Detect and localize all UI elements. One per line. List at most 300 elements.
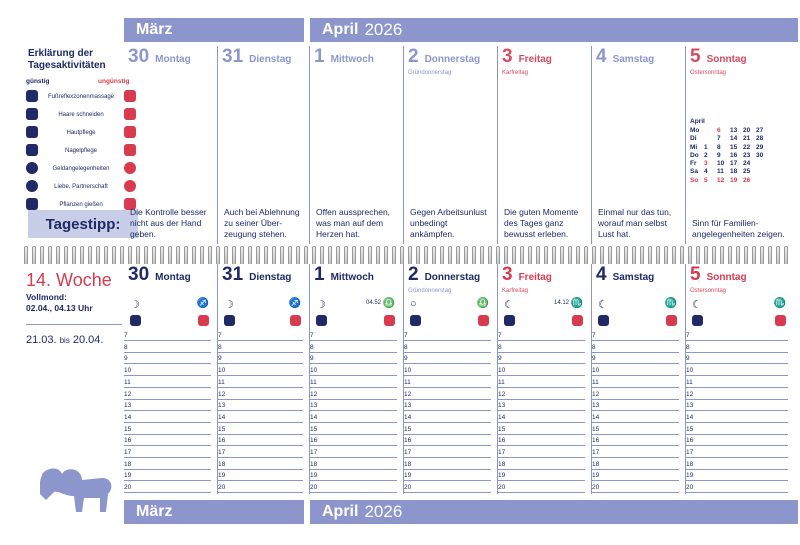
day-number: 31: [222, 46, 244, 67]
day-number: 5: [690, 264, 701, 285]
hour-label: 11: [310, 378, 317, 386]
hour-line[interactable]: [498, 424, 585, 435]
day-tip: Einmal nur das tun, worauf man selbst Lust hat.: [598, 207, 672, 239]
hour-label: 11: [686, 378, 693, 386]
hour-line[interactable]: [124, 377, 211, 388]
hour-label: 7: [592, 332, 596, 339]
hour-line[interactable]: [686, 377, 788, 388]
hour-line[interactable]: [218, 389, 303, 400]
divider: [26, 324, 122, 325]
legend-item: Hautpflege: [26, 124, 136, 142]
hour-label: 18: [404, 460, 412, 468]
legend-item: Nagelpflege: [26, 142, 136, 160]
hour-label: 11: [124, 378, 131, 386]
month-label: März: [136, 21, 173, 38]
legend-item: Geldangelegenheiten: [26, 160, 136, 178]
hour-line[interactable]: [404, 424, 491, 435]
hour-label: 7: [498, 332, 502, 339]
hour-line[interactable]: [686, 412, 788, 423]
activity-icon: [692, 315, 703, 326]
hour-label: 8: [310, 343, 314, 351]
activity-icon: [598, 315, 609, 326]
hour-line[interactable]: [218, 424, 303, 435]
activity-icon: [316, 315, 327, 326]
day-name: Donnerstag: [424, 272, 481, 283]
day-column: [218, 46, 310, 244]
hour-line[interactable]: [124, 330, 211, 341]
day-name: Mittwoch: [330, 272, 374, 283]
hour-label: 13: [218, 402, 226, 410]
lotion-icon: [26, 126, 38, 138]
hour-label: 10: [592, 367, 600, 375]
hour-label: 8: [404, 343, 408, 351]
hour-line[interactable]: [218, 482, 303, 493]
hour-label: 13: [686, 402, 694, 410]
legend-title: Erklärung der Tagesaktivitäten: [28, 48, 106, 71]
day-number: 1: [314, 264, 325, 285]
day-tip: Die Kontrolle besser nicht aus der Hand geben.: [130, 207, 207, 239]
hour-line[interactable]: [498, 435, 585, 446]
activity-icon: [198, 315, 209, 326]
hour-label: 8: [498, 343, 502, 351]
hand-icon: [26, 144, 38, 156]
hour-line[interactable]: [592, 400, 679, 411]
hour-label: 14: [592, 413, 600, 421]
hour-line[interactable]: [310, 342, 397, 353]
hour-line[interactable]: [686, 447, 788, 458]
day-number: 2: [408, 264, 419, 285]
aries-ram-icon: [32, 454, 118, 514]
foot-icon: [26, 90, 38, 102]
hour-label: 19: [124, 472, 132, 480]
hour-label: 20: [498, 484, 506, 492]
moon-phase-icon: ☾: [598, 299, 608, 311]
hour-line[interactable]: [686, 389, 788, 400]
hour-label: 15: [218, 425, 226, 433]
day-tip: Auch bei Ablehnung zu seiner Über- zeugung stehen.: [224, 207, 300, 239]
hour-label: 19: [686, 472, 694, 480]
hour-label: 16: [310, 437, 318, 445]
moon-phase-icon: ☾: [692, 299, 702, 311]
hour-label: 12: [124, 390, 132, 398]
hour-line[interactable]: [404, 447, 491, 458]
full-moon-info: Vollmond: 02.04., 04.13 Uhr: [26, 292, 93, 313]
hour-line[interactable]: [124, 470, 211, 481]
top-page: [18, 14, 798, 246]
hour-line[interactable]: [310, 482, 397, 493]
day-column: [124, 264, 218, 494]
moon-phase-icon: ☾: [504, 299, 514, 311]
activity-icon: [410, 315, 421, 326]
legend-list: [26, 88, 136, 214]
hour-line[interactable]: [592, 424, 679, 435]
month-bar-right-bottom: April 2026: [310, 500, 798, 524]
hour-line[interactable]: [310, 424, 397, 435]
hour-label: 11: [592, 378, 599, 386]
hour-line[interactable]: [124, 412, 211, 423]
hour-label: 18: [498, 460, 506, 468]
hour-line[interactable]: [310, 435, 397, 446]
hour-label: 10: [686, 367, 694, 375]
day-tip: Gegen Arbeitsunlust unbedingt ankämpfen.: [410, 207, 487, 239]
hour-line[interactable]: [124, 459, 211, 470]
hour-line[interactable]: [218, 330, 303, 341]
month-bar-left-bottom: März: [124, 500, 304, 524]
hour-label: 14: [218, 413, 226, 421]
day-name: Sonntag: [706, 272, 747, 283]
hour-line[interactable]: [124, 365, 211, 376]
hour-label: 15: [124, 425, 132, 433]
hour-label: 19: [404, 472, 412, 480]
day-column: [686, 46, 794, 244]
activity-icon: [775, 315, 786, 326]
hour-line[interactable]: [404, 435, 491, 446]
activity-icon: [130, 315, 141, 326]
hour-label: 8: [218, 343, 222, 351]
hour-line[interactable]: [498, 459, 585, 470]
hour-line[interactable]: [592, 470, 679, 481]
holiday-label: Gründonnerstag: [408, 288, 452, 294]
hour-label: 19: [310, 472, 318, 480]
hour-line[interactable]: [124, 353, 211, 364]
hour-line[interactable]: [498, 353, 585, 364]
hour-label: 9: [218, 355, 222, 363]
zodiac-sign-icon: ♐: [196, 298, 209, 309]
hour-line[interactable]: [404, 470, 491, 481]
day-name: Freitag: [518, 54, 552, 65]
hour-label: 12: [218, 390, 226, 398]
hour-line[interactable]: [124, 447, 211, 458]
hour-line[interactable]: [124, 435, 211, 446]
hour-label: 15: [404, 425, 412, 433]
hour-label: 13: [498, 402, 506, 410]
hour-line[interactable]: [498, 342, 585, 353]
hour-line[interactable]: [124, 389, 211, 400]
hour-label: 8: [124, 343, 128, 351]
hour-label: 15: [686, 425, 694, 433]
hour-label: 11: [404, 378, 411, 386]
mini-calendar-row: Fr 3 10 17 24: [690, 160, 751, 168]
hour-label: 13: [124, 402, 132, 410]
hour-line[interactable]: [686, 424, 788, 435]
hour-label: 17: [404, 449, 412, 456]
hour-line[interactable]: [218, 400, 303, 411]
hour-label: 9: [404, 355, 408, 363]
hour-line[interactable]: [310, 353, 397, 364]
hour-line[interactable]: [686, 342, 788, 353]
mini-calendar-row: Do 2 9 16 23 30: [690, 151, 764, 159]
hour-line[interactable]: [124, 400, 211, 411]
day-column: [404, 46, 498, 244]
watering-can-icon: [26, 198, 38, 210]
hour-line[interactable]: [218, 377, 303, 388]
holiday-label: Karfreitag: [502, 288, 529, 294]
month-bar-right: [310, 18, 798, 42]
hour-line[interactable]: [498, 470, 585, 481]
hour-line[interactable]: [592, 330, 679, 341]
hour-label: 9: [498, 355, 502, 363]
day-number: 5: [690, 46, 701, 67]
hour-label: 16: [124, 437, 132, 445]
mini-calendar-row: Di 7 14 21 28: [690, 135, 764, 143]
hour-line[interactable]: [592, 459, 679, 470]
hour-label: 19: [218, 472, 226, 480]
day-number: 3: [502, 264, 513, 285]
day-number: 30: [128, 46, 150, 67]
day-name: Dienstag: [249, 272, 292, 283]
hour-label: 10: [404, 367, 412, 375]
mini-calendar-row: Sa 4 11 18 25: [690, 168, 751, 176]
hour-label: 12: [592, 390, 600, 398]
hour-line[interactable]: [218, 447, 303, 458]
hour-label: 18: [592, 460, 600, 468]
hour-label: 14: [310, 413, 318, 421]
month-label: April: [322, 21, 359, 38]
hour-line[interactable]: [686, 435, 788, 446]
activity-icon: [384, 315, 395, 326]
week-label: 14. Woche: [26, 270, 112, 290]
hour-label: 14: [686, 413, 694, 421]
hour-line[interactable]: [592, 389, 679, 400]
day-name: Sonntag: [706, 54, 747, 65]
sign-change-time: 04.52: [365, 300, 381, 306]
hour-line[interactable]: [686, 459, 788, 470]
hour-label: 8: [686, 343, 690, 351]
activity-icon: [666, 315, 677, 326]
mini-calendar-month: April: [690, 118, 705, 125]
heart-icon: [26, 180, 38, 192]
hour-line[interactable]: [404, 389, 491, 400]
hour-line[interactable]: [310, 447, 397, 458]
hour-line[interactable]: [592, 447, 679, 458]
hour-line[interactable]: [404, 365, 491, 376]
hour-line[interactable]: [404, 412, 491, 423]
hour-line[interactable]: [686, 365, 788, 376]
hour-line[interactable]: [592, 365, 679, 376]
activity-icon: [504, 315, 515, 326]
day-column: [498, 46, 592, 244]
zodiac-sign-icon: ♎: [476, 298, 489, 309]
activity-icon: [224, 315, 235, 326]
day-number: 3: [502, 46, 513, 67]
day-tip: Die guten Momente des Tages ganz bewusst erleben.: [504, 207, 579, 239]
moneybag-icon: [26, 162, 38, 174]
hour-label: 17: [218, 449, 226, 456]
day-tip: Sinn für Familien- angelegenheiten zeigen.: [692, 218, 785, 239]
activity-icon: [290, 315, 301, 326]
hour-line[interactable]: [498, 447, 585, 458]
hour-line[interactable]: [218, 470, 303, 481]
hour-label: 14: [124, 413, 132, 421]
hour-line[interactable]: [404, 400, 491, 411]
legend-item: Haare schneiden: [26, 106, 136, 124]
month-bar-left: [124, 18, 304, 42]
hour-label: 11: [218, 378, 225, 386]
holiday-label: Ostersonntag: [690, 70, 727, 76]
hour-line[interactable]: [218, 412, 303, 423]
hour-line[interactable]: [124, 342, 211, 353]
hour-label: 16: [218, 437, 226, 445]
hour-line[interactable]: [404, 353, 491, 364]
mini-calendar: [690, 118, 769, 185]
day-column: [686, 264, 794, 494]
hour-label: 10: [218, 367, 226, 375]
hour-label: 18: [124, 460, 132, 468]
holiday-label: Gründonnerstag: [408, 70, 452, 76]
hour-label: 12: [686, 390, 694, 398]
hour-label: 7: [310, 332, 314, 339]
hour-line[interactable]: [310, 412, 397, 423]
hour-line[interactable]: [404, 330, 491, 341]
day-column: [218, 264, 310, 494]
day-column: [592, 264, 686, 494]
day-number: 2: [408, 46, 419, 67]
hour-line[interactable]: [310, 389, 397, 400]
hour-label: 15: [592, 425, 600, 433]
sign-change-time: 14.12: [553, 300, 569, 306]
hour-line[interactable]: [498, 412, 585, 423]
hour-line[interactable]: [686, 482, 788, 493]
hour-line[interactable]: [592, 342, 679, 353]
hour-line[interactable]: [686, 400, 788, 411]
bottom-page: [18, 264, 798, 534]
hour-line[interactable]: [310, 470, 397, 481]
day-number: 30: [128, 264, 150, 285]
moon-phase-icon: ○: [410, 298, 417, 310]
moon-phase-icon: ☽: [224, 299, 234, 311]
hour-line[interactable]: [124, 482, 211, 493]
legend-unfavorable: ungünstig: [98, 78, 130, 85]
hour-label: 17: [124, 449, 132, 456]
hour-line[interactable]: [686, 470, 788, 481]
hour-label: 16: [592, 437, 600, 445]
hour-line[interactable]: [124, 424, 211, 435]
legend-item: Fußreflexzonenmassage: [26, 88, 136, 106]
hour-line[interactable]: [498, 389, 585, 400]
year-label: 2026: [364, 20, 403, 39]
hour-label: 7: [218, 332, 222, 339]
moon-phase-icon: ☽: [130, 299, 140, 311]
hour-line[interactable]: [592, 412, 679, 423]
day-column: [592, 46, 686, 244]
hour-line[interactable]: [498, 400, 585, 411]
day-name: Samstag: [612, 272, 655, 283]
hour-line[interactable]: [592, 482, 679, 493]
activity-icon: [572, 315, 583, 326]
hour-label: 20: [592, 484, 600, 492]
holiday-label: Ostersonntag: [690, 288, 727, 294]
day-column: [404, 264, 498, 494]
hour-label: 9: [686, 355, 690, 363]
hour-label: 20: [218, 484, 226, 492]
hour-label: 13: [592, 402, 600, 410]
hour-line[interactable]: [404, 482, 491, 493]
holiday-label: Karfreitag: [502, 70, 529, 76]
hour-label: 20: [686, 484, 694, 492]
day-name: Dienstag: [249, 54, 292, 65]
zodiac-range: 21.03. bis 20.04.: [26, 334, 104, 346]
hour-line[interactable]: [686, 330, 788, 341]
hour-line[interactable]: [498, 365, 585, 376]
hour-label: 7: [124, 332, 128, 339]
day-name: Donnerstag: [424, 54, 481, 65]
legend-item: Pflanzen gießen: [26, 196, 136, 214]
mini-calendar-row: Mi 1 8 15 22 29: [690, 143, 764, 151]
hour-line[interactable]: [498, 482, 585, 493]
hour-line[interactable]: [310, 330, 397, 341]
hour-line[interactable]: [498, 377, 585, 388]
hour-line[interactable]: [404, 377, 491, 388]
hour-label: 12: [498, 390, 506, 398]
zodiac-sign-icon: ♏: [664, 298, 677, 309]
hour-label: 18: [686, 460, 694, 468]
hour-label: 20: [310, 484, 318, 492]
hour-line[interactable]: [218, 365, 303, 376]
hour-line[interactable]: [404, 342, 491, 353]
hour-line[interactable]: [686, 353, 788, 364]
hour-label: 19: [498, 472, 506, 480]
hour-label: 19: [592, 472, 600, 480]
legend-item: Liebe, Partnerschaft: [26, 178, 136, 196]
hour-line[interactable]: [310, 377, 397, 388]
hour-label: 10: [310, 367, 318, 375]
hour-label: 15: [498, 425, 506, 433]
day-column: [310, 264, 404, 494]
hour-label: 7: [686, 332, 690, 339]
hour-line[interactable]: [592, 435, 679, 446]
hour-line[interactable]: [310, 400, 397, 411]
hour-label: 7: [404, 332, 408, 339]
day-name: Montag: [155, 54, 191, 65]
hour-label: 13: [310, 402, 318, 410]
tagestipp-label: Tagestipp:: [28, 210, 138, 238]
legend-favorable: günstig: [26, 78, 50, 85]
hour-line[interactable]: [218, 353, 303, 364]
hour-label: 16: [404, 437, 412, 445]
hour-label: 17: [686, 449, 694, 456]
hour-line[interactable]: [310, 365, 397, 376]
day-number: 4: [596, 264, 607, 285]
hour-label: 13: [404, 402, 412, 410]
hour-line[interactable]: [310, 459, 397, 470]
day-column: [498, 264, 592, 494]
hour-line[interactable]: [218, 342, 303, 353]
mini-calendar-row: So 5 12 19 26: [690, 176, 751, 184]
day-name: Freitag: [518, 272, 552, 283]
hour-line[interactable]: [592, 353, 679, 364]
day-column: [124, 46, 218, 244]
hour-line[interactable]: [404, 459, 491, 470]
hour-line[interactable]: [592, 377, 679, 388]
day-name: Mittwoch: [330, 54, 374, 65]
hour-label: 14: [404, 413, 412, 421]
hour-line[interactable]: [498, 330, 585, 341]
hour-label: 16: [498, 437, 506, 445]
hour-line[interactable]: [218, 459, 303, 470]
scissors-icon: [26, 108, 38, 120]
moon-phase-icon: ☽: [316, 299, 326, 311]
day-tip: Offen aussprechen, was man auf dem Herzen hat.: [316, 207, 391, 239]
hour-line[interactable]: [218, 435, 303, 446]
hour-label: 10: [124, 367, 132, 375]
hour-label: 20: [404, 484, 412, 492]
mini-calendar-row: Mo 6 13 20 27: [690, 127, 764, 134]
zodiac-sign-icon: ♎: [382, 298, 395, 309]
hour-label: 12: [310, 390, 318, 398]
hour-label: 18: [218, 460, 226, 468]
hour-label: 16: [686, 437, 694, 445]
hour-label: 12: [404, 390, 412, 398]
